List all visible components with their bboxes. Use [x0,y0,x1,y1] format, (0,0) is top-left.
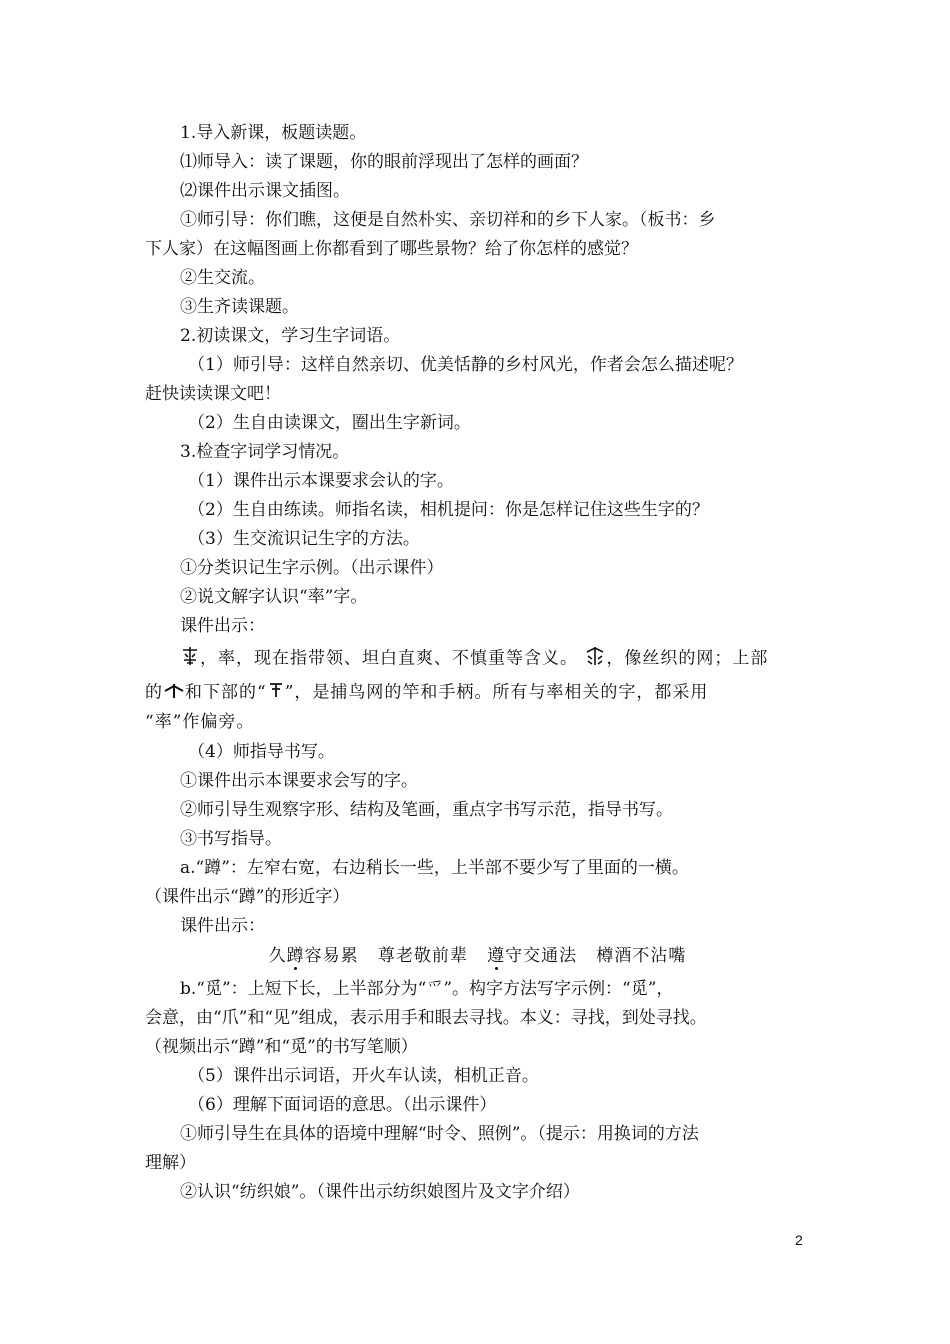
step-heading: 1.导入新课，板题读题。 [180,123,367,143]
paragraph: ①师引导生在具体的语境中理解“时令、照例”。（提示：用换词的方法 [180,1124,699,1144]
seal-bottom-part-icon [267,681,285,705]
paragraph: ①课件出示本课要求会写的字。 [180,771,418,791]
seal-top-part-icon [163,681,185,705]
paragraph: 课件出示： [180,616,265,636]
paragraph: （1）师引导：这样自然亲切、优美恬静的乡村风光，作者会怎么描述呢？ [188,355,743,375]
paragraph: ⑴师导入：读了课题，你的眼前浮现出了怎样的画面？ [180,152,588,172]
step-heading: 2.初读课文，学习生字词语。 [180,326,401,346]
step-heading: 3.检查字词学习情况。 [180,442,350,462]
paragraph: （5）课件出示词语，开火车认读，相机正音。 [188,1066,539,1086]
paragraph: （1）课件出示本课要求会认的字。 [188,471,454,491]
paragraph: （课件出示“蹲”的形近字） [145,887,350,907]
paragraph: b.“觅”：上短下长，上半部分为“爫”。构字方法写字示例：“觅”， [180,979,674,999]
paragraph: ①分类识记生字示例。（出示课件） [180,558,444,578]
paragraph: ②生交流。 [180,268,265,288]
paragraph: 课件出示： [180,916,265,936]
phrase-examples [145,945,810,967]
phrase: 尊老敬前辈 [377,946,468,966]
paragraph: ②说文解字认识“率”字。 [180,587,368,607]
paragraph: ②师引导生观察字形、结构及笔画，重点字书写示范，指导书写。 [180,800,673,820]
paragraph: （3）生交流识记生字的方法。 [188,529,420,549]
paragraph: （2）生自由读课文，圈出生字新词。 [188,413,471,433]
seal-explanation-line1: ，率，现在指带领、坦白直爽、不慎重等含义。 ，像丝织的网；上部 [180,646,845,672]
paragraph: ②认识“纺织娘”。（课件出示纺织娘图片及文字介绍） [180,1182,580,1202]
phrase: 遵守交通法 [487,946,578,966]
paragraph: （6）理解下面词语的意思。（出示课件） [188,1095,497,1115]
paragraph: 下人家）在这幅图画上你都看到了哪些景物？给了你怎样的感觉？ [145,239,638,259]
page-number: 2 [795,1232,803,1248]
seal-net-icon [584,646,606,672]
seal-character-lv-icon [180,646,200,672]
seal-explanation-line3: “率”作偏旁。 [145,712,255,732]
paragraph: 理解） [145,1153,196,1173]
phrase: 樽酒不沾嘴 [596,946,687,966]
paragraph: ③生齐读课题。 [180,297,299,317]
paragraph: a.“蹲”：左窄右宽，右边稍长一些，上半部不要少写了里面的一横。 [180,858,689,878]
paragraph: （4）师指导书写。 [188,742,335,762]
seal-explanation-line2: 的 和下部的“ ”，是捕鸟网的竿和手柄。所有与率相关的字，都采用 [145,681,810,705]
paragraph: ⑵课件出示课文插图。 [180,181,350,201]
phrase: 久蹲容易累 [268,946,359,966]
paragraph: ③书写指导。 [180,829,282,849]
paragraph: ①师引导：你们瞧，这便是自然朴实、亲切祥和的乡下人家。（板书：乡 [180,210,716,230]
paragraph: （视频出示“蹲”和“觅”的书写笔顺） [145,1037,418,1057]
paragraph: 会意，由“爪”和“见”组成，表示用手和眼去寻找。本义：寻找，到处寻找。 [145,1008,707,1028]
paragraph: （2）生自由练读。师指名读，相机提问：你是怎样记住这些生字的？ [188,500,709,520]
paragraph: 赶快读读课文吧！ [145,384,281,404]
